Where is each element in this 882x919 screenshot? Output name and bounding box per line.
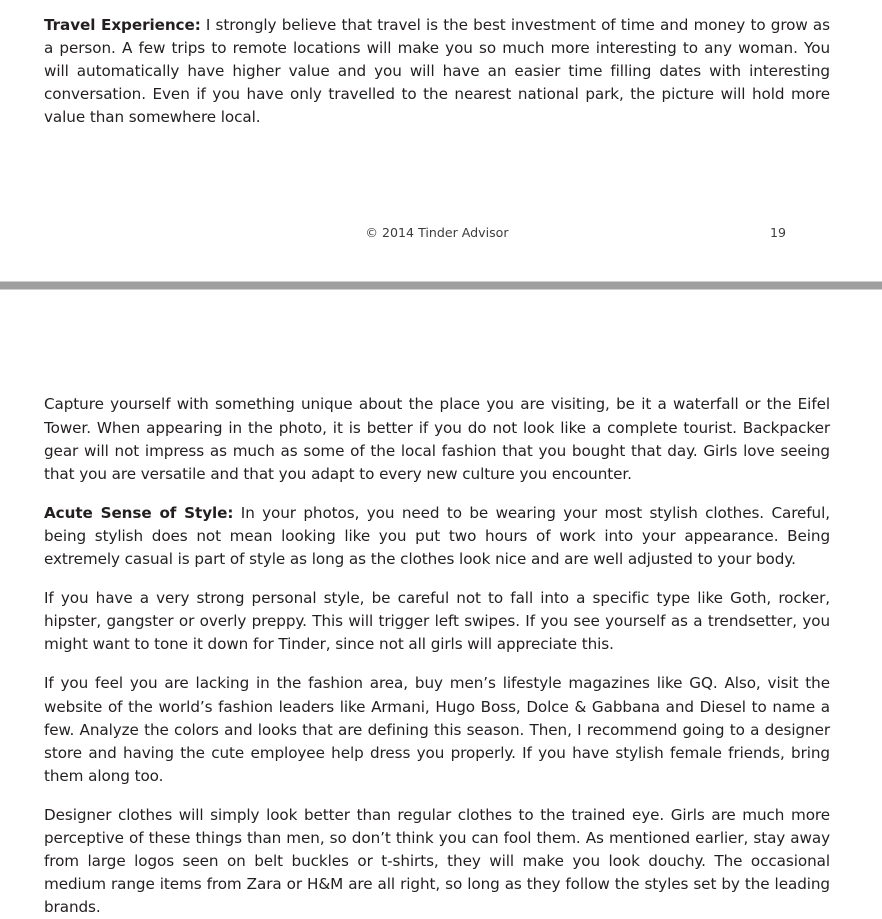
paragraph-fashion-magazines xyxy=(44,672,830,787)
top-margin-spacer xyxy=(44,289,830,393)
paragraph-acute-sense-of-style xyxy=(44,502,830,571)
paragraph-body: Capture yourself with something unique about the place you are visiting, be it a waterfall or the Eifel Tower. When appearing in the photo, it is better if you do not look like a complete tourist. Backpacker gear will not impress as much as some of the local fashion that you bought that day. Girls love seeing that you are versatile and that you adapt to every new culture you encounter. xyxy=(44,395,830,483)
paragraph-lead-in: Acute Sense of Style: xyxy=(44,503,234,522)
paragraph-capture-yourself xyxy=(44,393,830,485)
paragraph-body: Designer clothes will simply look better than regular clothes to the trained eye. Girls are much more perceptive of these things than men, so don’t think you can fool them. As mentioned earlier, stay away from large logos seen on belt buckles or t-shirts, they will make you look douchy. The occasional medium range items from Zara or H&M are all right, so long as they follow the styles set by the leading brands. xyxy=(44,805,830,917)
paragraph-travel-experience xyxy=(44,0,830,129)
paragraph-designer-clothes xyxy=(44,804,830,919)
paragraph-body: If you feel you are lacking in the fashion area, buy men’s lifestyle magazines like GQ. Also, visit the website of the world’s fashion leaders like Armani, Hugo Boss, Dolce & Gabbana and Diesel to name a few. Analyze the colors and looks that are defining this season. Then, I recommend going to a designer store and having the cute employee help dress you properly. If you have stylish female friends, bring them along too. xyxy=(44,674,830,785)
paragraph-lead-in: Travel Experience: xyxy=(44,16,201,34)
paragraph-body: In your photos, you need to be wearing your most stylish clothes. Careful, being stylish does not mean looking like you put two hours of work into your appearance. Being extremely casual is part of style as long as the clothes look nice and are well adjusted to your body. xyxy=(44,503,830,569)
page-20 xyxy=(0,289,882,919)
copyright-notice: © 2014 Tinder Advisor xyxy=(365,225,509,241)
page-footer xyxy=(44,225,830,265)
paragraph-body: If you have a very strong personal style, be careful not to fall into a specific type like Goth, rocker, hipster, gangster or overly preppy. This will trigger left swipes. If you see yourself as a trendsetter, you might want to tone it down for Tinder, since not all girls will appreciate this. xyxy=(44,589,830,654)
page-19 xyxy=(0,0,882,265)
page-number: 19 xyxy=(769,225,786,241)
paragraph-personal-style xyxy=(44,587,830,656)
paragraph-body: I strongly believe that travel is the best investment of time and money to grow as a person. A few trips to remote locations will make you so much more interesting to any woman. You will automatically have higher value and you will have an easier time filling dates with interesting conversation. Even if you have only travelled to the nearest national park, the picture will hold more value than somewhere local. xyxy=(44,16,830,127)
page-break-divider xyxy=(0,282,882,289)
